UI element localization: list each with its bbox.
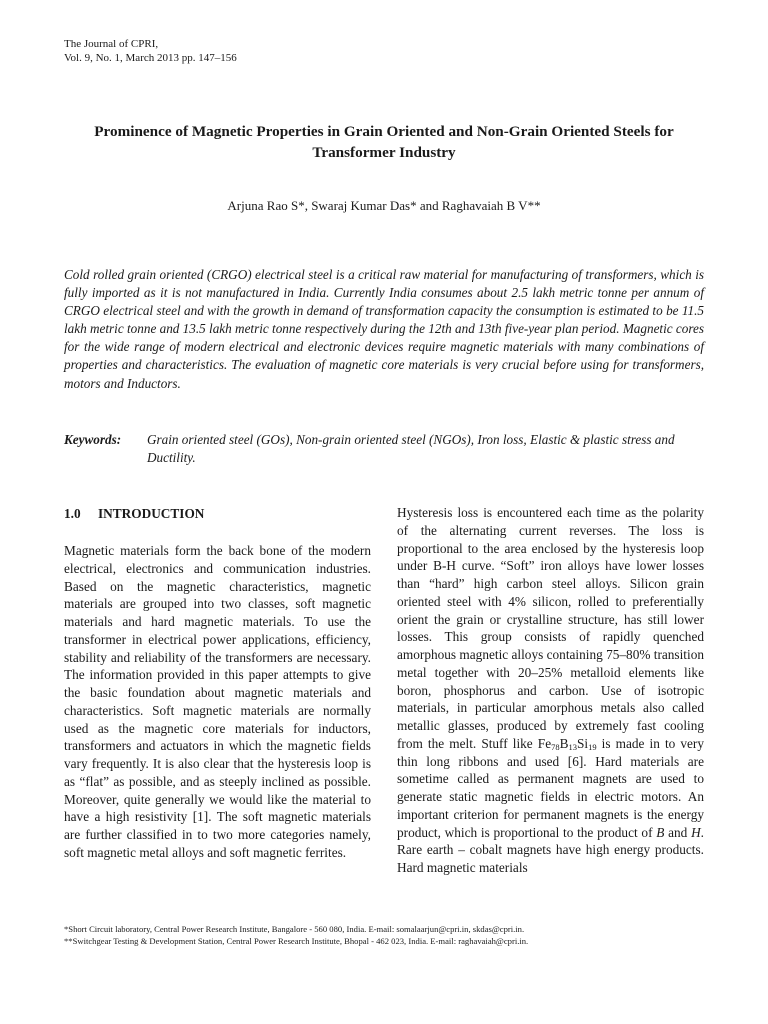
formula-fe-sub: 78 xyxy=(551,741,560,752)
chemical-formula xyxy=(538,736,597,751)
keywords-text: Grain oriented steel (GOs), Non-grain oriented steel (NGOs), Iron loss, Elastic & plastic stress and Ductility. xyxy=(147,432,675,465)
abstract: Cold rolled grain oriented (CRGO) electrical steel is a critical raw material for manufacturing of transformers, which is fully imported as it is not manufactured in India. Currently India consumes about 2.5 lakh metric tonne per annum of CRGO electrical steel and with the growth in demand of transformation capacity the consumption is estimated to be 11.5 lakh metric tonne and 13.5 lakh metric tonne respectively during the 12th and 13th five-year plan period. Magnetic cores for the wide range of modern electrical and electronic devices require magnetic materials with many combinations of properties and characteristics. The evaluation of magnetic core materials is very crucial before using for transformers, motors and Inductors. xyxy=(64,267,704,391)
right-text-part3: . Rare earth – cobalt magnets have high energy products. Hard magnetic materials xyxy=(397,824,704,875)
variable-h: H xyxy=(691,824,701,840)
intro-paragraph: Magnetic materials form the back bone of the modern electrical, electronics and communication industries. Based on the magnetic characteristics, magnetic materials are grouped into two classes, soft magnetic materials and hard magnetic materials. To use the transformer in electrical power applications, efficiency, stability and reliability of the transformers are necessary. The information provided in this paper attempts to give the basic foundation about magnetic materials and characteristics. Soft magnetic materials are normally used as the magnetic core materials for inductors, transformers and actuators in which the magnetic fields vary frequently. It is also clear that the hysteresis loop is as “flat” as possible, and as steeply inclined as possible. Moreover, quite generally we would like the material to have a high resistivity [1]. The soft magnetic materials are further classified in to two more categories namely, soft magnetic metal alloys and soft magnetic ferrites. xyxy=(64,543,371,860)
right-text-and: and xyxy=(664,824,692,840)
right-text-part1: Hysteresis loss is encountered each time as the polarity of the alternating current reverses. The loss is proportional to the area enclosed by the hysteresis loop under B-H curve. “Soft” iron alloys have lower losses than “hard” high carbon steel alloys. Silicon grain oriented steel with 4% silicon, rolled to preferentially orient the grain or crystalline structure, has still lower losses. This group consists of rapidly quenched amorphous magnetic alloys containing 75–80% transition metal together with 20–25% metalloid elements like boron, phosphorus and carbon. Use of isotropic materials, in particular amorphous metals also called metallic glasses, produced by extremely fast cooling from the melt. Stuff like xyxy=(397,505,704,751)
formula-si: Si xyxy=(576,735,589,751)
footnotes xyxy=(64,923,724,947)
formula-fe: Fe xyxy=(537,735,552,751)
journal-name: The Journal of CPRI, xyxy=(64,38,159,50)
right-column-paragraph xyxy=(397,504,704,877)
journal-header xyxy=(64,38,237,65)
formula-b: B xyxy=(559,735,569,751)
section-number: 1.0 xyxy=(64,506,81,521)
footnote-2: **Switchgear Testing & Development Station, Central Power Research Institute, Bhopal - 462 023, India. E-mail: raghavaiah@cpri.in. xyxy=(64,936,529,947)
section-heading xyxy=(64,505,204,522)
right-text-part2: is made in to very thin long ribbons and used [6]. Hard materials are sometime called as permanent magnets are used to generate static magnetic fields in electric motors. An important criterion for permanent magnets is the energy product, which is proportional to the product of xyxy=(397,735,704,840)
formula-b-sub: 13 xyxy=(568,741,577,752)
formula-si-sub: 19 xyxy=(588,741,597,752)
journal-issue: Vol. 9, No. 1, March 2013 pp. 147–156 xyxy=(64,51,237,64)
paper-authors: Arjuna Rao S*, Swaraj Kumar Das* and Raghavaiah B V** xyxy=(227,198,541,213)
footnote-1: *Short Circuit laboratory, Central Power Research Institute, Bangalore - 560 080, India. E-mail: somalaarjun@cpri.in, skdas@cpri.in. xyxy=(64,924,525,934)
section-title: INTRODUCTION xyxy=(98,506,205,521)
keywords-label: Keywords: xyxy=(64,432,122,447)
variable-b: B xyxy=(656,824,665,840)
paper-title: Prominence of Magnetic Properties in Grain Oriented and Non-Grain Oriented Steels for Transformer Industry xyxy=(94,123,674,161)
